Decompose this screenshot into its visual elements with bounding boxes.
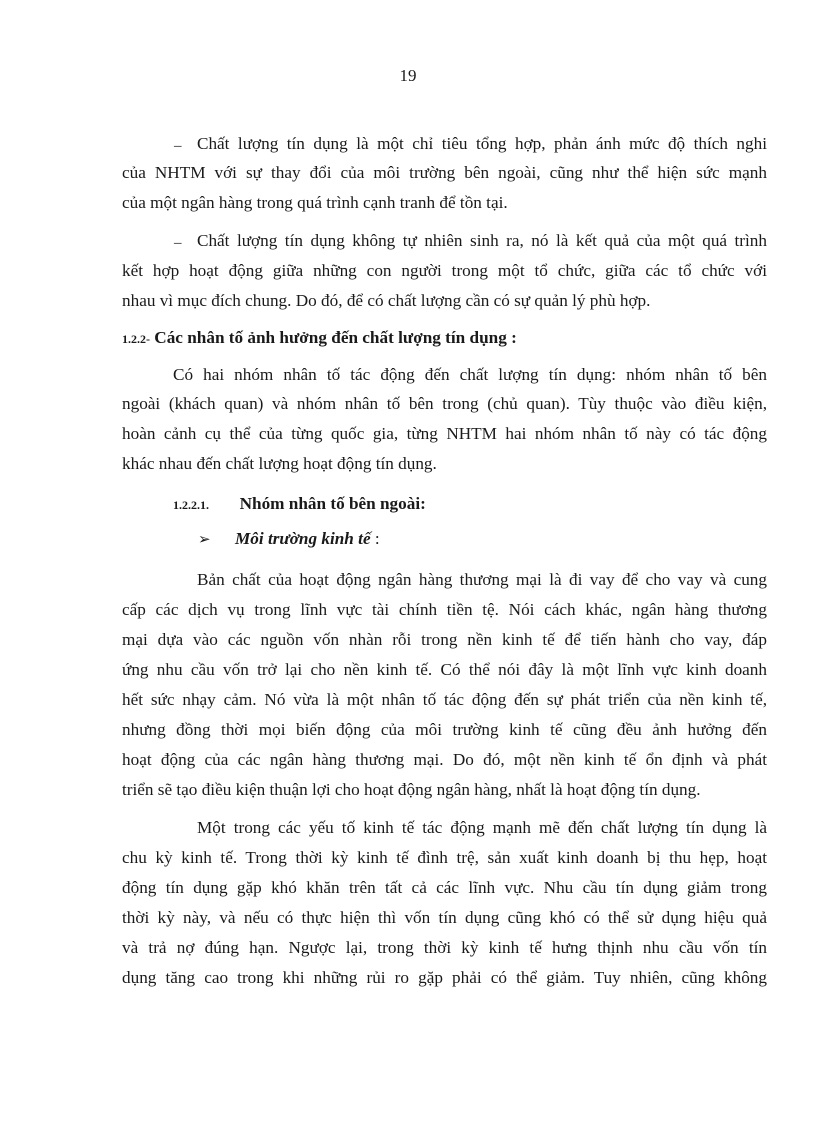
econ-line-8: triển sẽ tạo điều kiện thuận lợi cho hoạt động ngân hàng, nhất là hoạt động tín dụng.	[122, 780, 701, 799]
cycle-line-3: động tín dụng gặp khó khăn trên tất cả các lĩnh vực. Nhu cầu tín dụng giảm trong	[122, 878, 767, 897]
section-heading-1-2-2	[122, 328, 517, 349]
cycle-line-2: chu kỳ kinh tế. Trong thời kỳ kinh tế đình trệ, sản xuất kinh doanh bị thu hẹp, hoạt	[122, 848, 767, 867]
subheading-economic-environment	[235, 529, 380, 549]
cycle-line-5: và trả nợ đúng hạn. Ngược lại, trong thời kỳ kinh tế hưng thịnh nhu cầu vốn tín	[122, 938, 767, 957]
arrow-bullet-icon: ➢	[198, 532, 211, 548]
bullet-dash: –	[174, 235, 182, 251]
econ-line-4: ứng nhu cầu vốn trở lại cho nền kinh tế. Có thể nói đây là một lĩnh vực kinh doanh	[122, 660, 767, 679]
cycle-line-1: Một trong các yếu tố kinh tế tác động mạnh mẽ đến chất lượng tín dụng là	[197, 818, 767, 837]
subheading-suffix: :	[370, 529, 380, 548]
bullet1-line-3: của một ngân hàng trong quá trình cạnh tranh để tồn tại.	[122, 193, 508, 212]
cycle-line-4: thời kỳ này, và nếu có thực hiện thì vốn tín dụng cũng khó có thể sử dụng hiệu quả	[122, 908, 767, 927]
bullet2-line-3: nhau vì mục đích chung. Do đó, để có chất lượng cần có sự quản lý phù hợp.	[122, 291, 651, 310]
section-title: Nhóm nhân tố bên ngoài:	[239, 494, 426, 513]
bullet2-line-2: kết hợp hoạt động giữa những con người trong một tổ chức, giữa các tổ chức với	[122, 261, 767, 280]
econ-line-1: Bản chất của hoạt động ngân hàng thương mại là đi vay để cho vay và cung	[197, 570, 767, 589]
intro-line-2: ngoài (khách quan) và nhóm nhân tố bên trong (chủ quan). Tùy thuộc vào điều kiện,	[122, 394, 767, 413]
page-number: 19	[399, 66, 417, 85]
section-number: 1.2.2.1.	[173, 498, 209, 512]
econ-line-7: hoạt động của các ngân hàng thương mại. Do đó, một nền kinh tế ổn định và phát	[122, 750, 767, 769]
econ-line-3: mại dựa vào các nguồn vốn nhàn rỗi trong nền kinh tế để tiến hành cho vay, đáp	[122, 630, 767, 649]
section-number: 1.2.2-	[122, 332, 150, 346]
bullet1-line-1: Chất lượng tín dụng là một chỉ tiêu tổng hợp, phản ánh mức độ thích nghi	[197, 134, 767, 153]
econ-line-6: nhưng đồng thời mọi biến động của môi trường kinh tế cũng đều ảnh hưởng đến	[122, 720, 767, 739]
section-heading-1-2-2-1	[173, 494, 426, 515]
intro-line-1: Có hai nhóm nhân tố tác động đến chất lượng tín dụng: nhóm nhân tố bên	[173, 365, 767, 384]
cycle-line-6: dụng tăng cao trong khi những rủi ro gặp phải có thể giảm. Tuy nhiên, cũng không	[122, 968, 767, 987]
bullet1-line-2: của NHTM với sự thay đổi của môi trường bên ngoài, cũng như thể hiện sức mạnh	[122, 163, 767, 182]
bullet-dash: –	[174, 138, 182, 154]
section-title: Các nhân tố ảnh hưởng đến chất lượng tín dụng :	[154, 328, 517, 347]
bullet2-line-1: Chất lượng tín dụng không tự nhiên sinh ra, nó là kết quả của một quá trình	[197, 231, 767, 250]
econ-line-5: hết sức nhạy cảm. Nó vừa là một nhân tố tác động đến sự phát triển của nền kinh tế,	[122, 690, 767, 709]
intro-line-3: hoàn cảnh cụ thể của từng quốc gia, từng NHTM hai nhóm nhân tố này có tác động	[122, 424, 767, 443]
subheading-title: Môi trường kinh tế	[235, 529, 371, 548]
intro-line-4: khác nhau đến chất lượng hoạt động tín dụng.	[122, 454, 437, 473]
econ-line-2: cấp các dịch vụ trong lĩnh vực tài chính tiền tệ. Nói cách khác, ngân hàng thương	[122, 600, 767, 619]
